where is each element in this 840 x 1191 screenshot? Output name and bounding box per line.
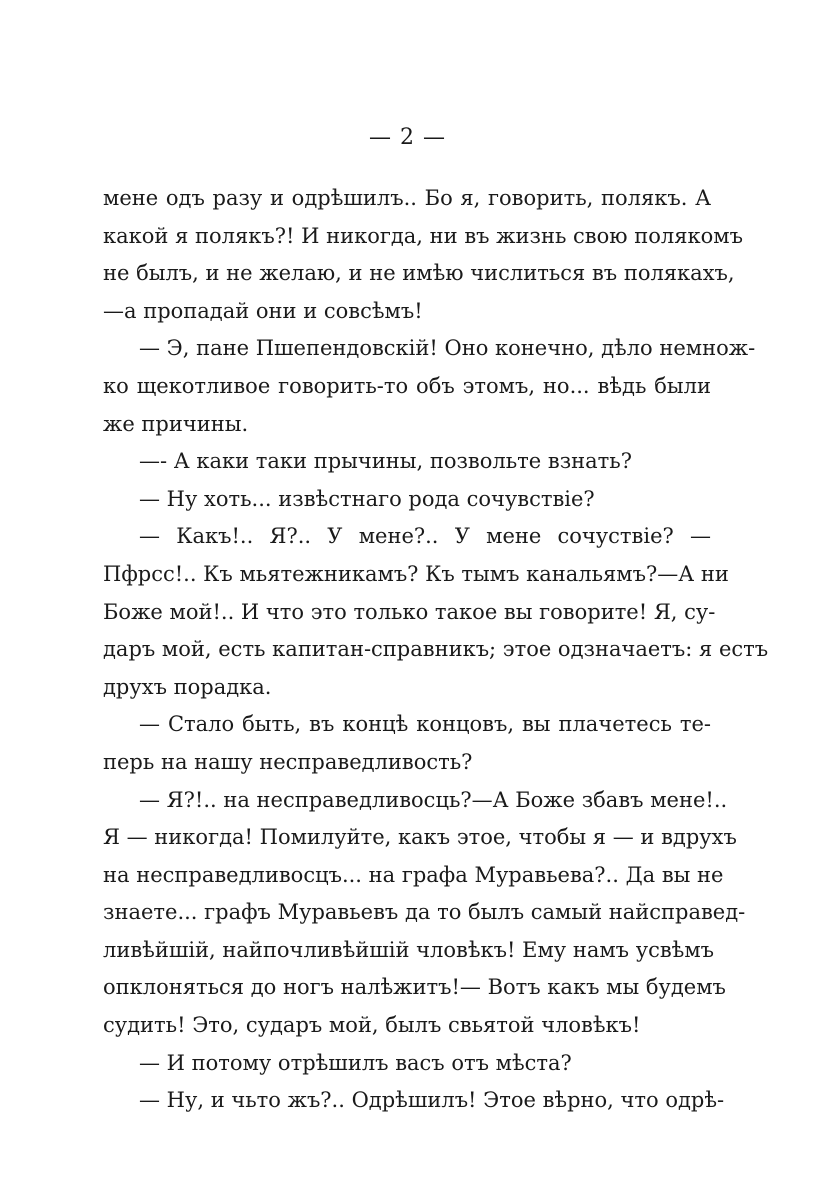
text-line: Пфрсс!.. Къ мьятежникамъ? Къ тымъ канальямъ?—А ни: [103, 561, 729, 586]
text-line: на несправедливосцъ... на графа Муравьева?.. Да вы не: [103, 862, 724, 887]
text-line: — Я?!.. на несправедливосць?—А Боже збавъ мене!..: [139, 787, 728, 812]
text-line: — Э, пане Пшепендовскій! Оно конечно, дѣло немнож-: [139, 336, 756, 361]
page-number: — 2 —: [369, 125, 446, 150]
text-line: — Какъ!.. Я?.. У мене?.. У мене сочуствіе? —: [139, 524, 711, 549]
text-line: опклоняться до ногъ налѣжитъ!— Вотъ какъ мы будемъ: [103, 975, 726, 1000]
text-line: —- А каки таки прычины, позвольте взнать?: [139, 449, 632, 474]
text-line: — Ну, и чьто жъ?.. Одрѣшилъ! Этое вѣрно, что одрѣ-: [139, 1088, 725, 1113]
text-line: не былъ, и не желаю, и не имѣю числиться въ полякахъ,: [103, 261, 735, 286]
text-line: даръ мой, есть капитан-справникъ; этое одзначаетъ: я естъ: [103, 637, 769, 662]
text-line: — Стало быть, въ концѣ концовъ, вы плачетесь те-: [139, 712, 711, 737]
text-line: перь на нашу несправедливость?: [103, 749, 473, 774]
text-line: —а пропадай они и совсѣмъ!: [103, 298, 423, 323]
text-line: судить! Это, сударъ мой, былъ свьятой чловѣкъ!: [103, 1013, 641, 1038]
body-text: [103, 180, 769, 1120]
text-line: же причины.: [103, 411, 249, 436]
text-line: — Ну хоть... извѣстнаго рода сочувствіе?: [139, 486, 595, 511]
text-line: какой я полякъ?! И никогда, ни въ жизнь свою полякомъ: [103, 223, 743, 248]
text-line: Я — никогда! Помилуйте, какъ этое, чтобы я — и вдрухъ: [103, 825, 737, 850]
text-line: мене одъ разу и одрѣшилъ.. Бо я, говорить, полякъ. А: [103, 186, 711, 210]
text-line: — И потому отрѣшилъ васъ отъ мѣста?: [139, 1050, 572, 1075]
text-line: знаете... графъ Муравьевъ да то былъ самый найсправед-: [103, 900, 746, 925]
text-line: Боже мой!.. И что это только такое вы говорите! Я, су-: [103, 599, 716, 624]
text-line: ливѣйшій, найпочливѣйшій чловѣкъ! Ему намъ усвѣмъ: [103, 937, 715, 962]
text-line: ко щекотливое говорить-то объ этомъ, но... вѣдь были: [103, 373, 711, 398]
text-line: друхъ порадка.: [103, 674, 272, 699]
